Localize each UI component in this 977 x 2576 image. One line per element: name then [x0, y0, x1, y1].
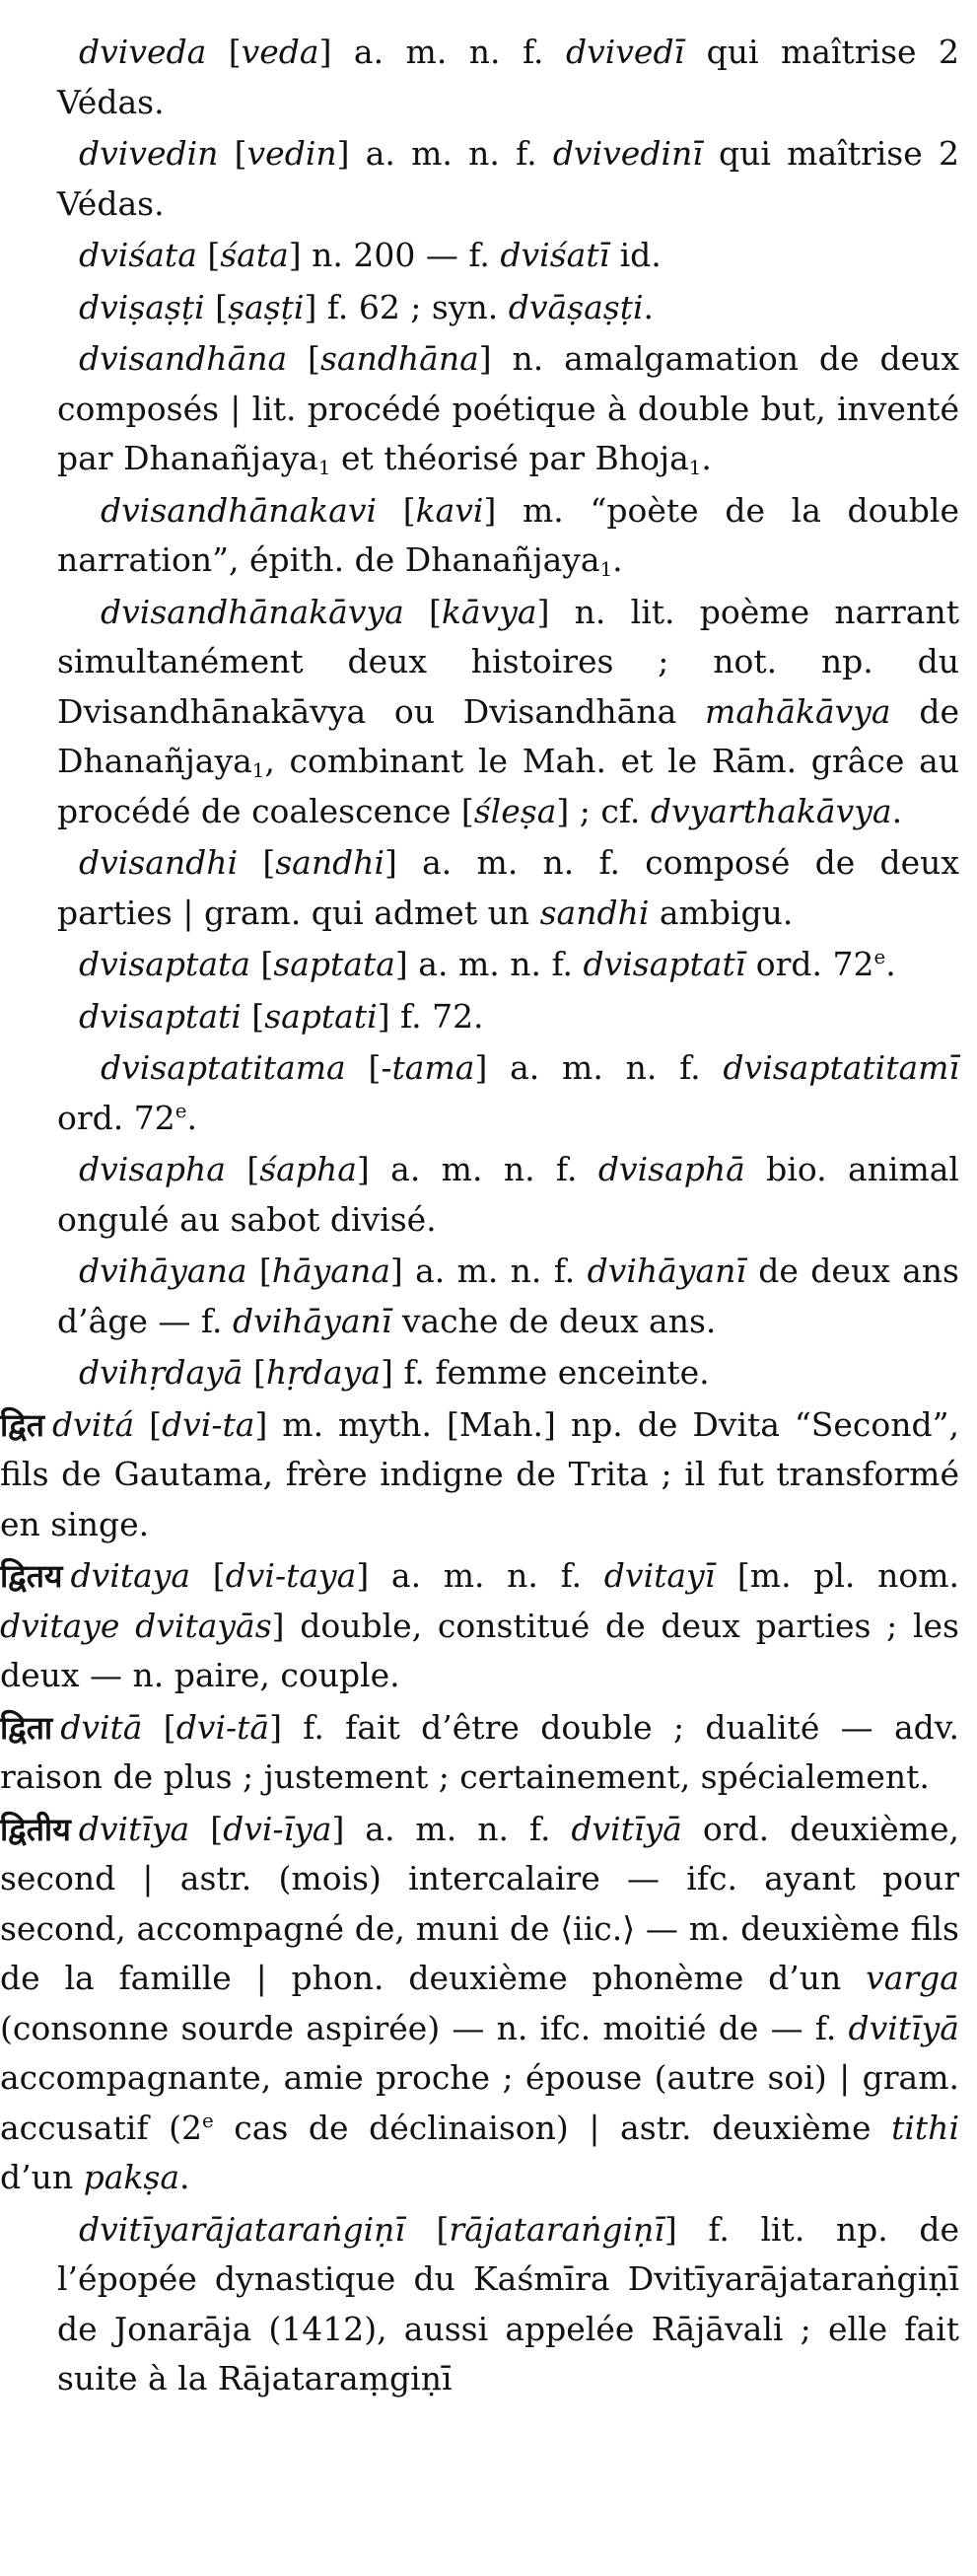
italic-text: dvivedinī: [552, 134, 703, 173]
italic-text: dvisandhi: [79, 843, 239, 882]
italic-text: saptati: [264, 996, 378, 1036]
entry-text: .: [612, 540, 623, 579]
italic-text: dvisapha: [79, 1150, 226, 1188]
entry-text: ] f. femme enceinte.: [381, 1353, 710, 1392]
entry-text: ] a. m. n. f.: [356, 1556, 604, 1595]
entry-dvitiyarajatarangini: [57, 2205, 959, 2404]
entry-text: cas de déclinaison) | astr. deuxième: [213, 2108, 892, 2147]
devanagari-headword: द्वित: [0, 1405, 44, 1444]
italic-text: ṣaṣṭi: [228, 287, 305, 326]
entry-text: ] a. m. n. f.: [389, 1252, 588, 1290]
entry-dvisapha: [57, 1145, 959, 1245]
italic-text: dvihṛdayā: [79, 1353, 244, 1392]
italic-text: dvihāyanī: [232, 1301, 392, 1340]
italic-text: dvi-tā: [175, 1707, 270, 1747]
entry-text: bio. animal ongulé au sabot divisé.: [57, 1150, 959, 1239]
entry-text: ] ; cf.: [556, 791, 651, 830]
italic-text: dvisaptatī: [583, 945, 746, 983]
entry-text: d’un: [0, 2158, 84, 2196]
italic-text: dviśatī: [500, 236, 610, 274]
italic-text: dvihāyanī: [587, 1252, 746, 1290]
entry-text: ] n. lit. poème narrant simultanément deux histoires ; not. np. du Dvisandhānakāvya ou Dvisandhāna: [57, 592, 959, 731]
italic-text: saptata: [273, 945, 395, 983]
entry-text: [: [377, 490, 416, 530]
italic-text: dvitīyarājataraṅgiṇī: [79, 2209, 405, 2249]
subscript: 1: [599, 557, 613, 581]
italic-text: dvivedin: [79, 134, 219, 173]
italic-text: dviṣaṣṭi: [79, 287, 205, 326]
entry-list: [0, 28, 960, 2404]
entry-dvisasti: [57, 283, 959, 333]
devanagari-headword: द्विता: [0, 1708, 53, 1747]
entry-text: ] a. m. n. f.: [356, 1150, 598, 1188]
entry-text: ] a. m. n. f.: [336, 134, 553, 173]
subscript: 1: [688, 456, 702, 479]
entry-text: [: [287, 339, 320, 378]
italic-text: dvitā: [60, 1707, 143, 1747]
devanagari-headword: द्वितीय: [0, 1810, 71, 1848]
italic-text: dvitaya: [70, 1556, 191, 1595]
italic-text: dvisaphā: [597, 1150, 745, 1188]
entry-text: .: [186, 1098, 197, 1137]
italic-text: dvitīyā: [848, 2008, 959, 2047]
subscript: 1: [251, 758, 265, 782]
italic-text: dvisaptati: [79, 996, 242, 1036]
italic-text: dvyarthakāvya: [650, 791, 892, 830]
italic-text: dvivedī: [565, 33, 685, 71]
entry-text: ] f. lit. np. de l’épopée dynastique du Kaśmīra Dvitīyarājataraṅgiṇī de Jonarāja (1412), aussi appelée Rājāvali ; elle fait suite à la Rājataraṃgiṇī: [57, 2209, 959, 2397]
italic-text: veda: [241, 33, 319, 71]
entry-dvisandhi: [57, 838, 959, 938]
entry-text: [: [403, 592, 442, 631]
entry-text: ] a. m. n. f.: [394, 945, 584, 983]
entry-dvitaya: [0, 1551, 959, 1701]
entry-text: ord. deuxième, second | astr. (mois) intercalaire — ifc. ayant pour second, accompagné de, muni de ⟨iic.⟩ — m. deuxième fils de la famille | phon. deuxième phonème d’un: [0, 1809, 959, 1997]
italic-text: dvi-īya: [223, 1809, 332, 1848]
italic-text: rājataraṅgiṇī: [449, 2209, 664, 2249]
superscript: e: [174, 1099, 187, 1122]
italic-text: pakṣa: [83, 2158, 180, 2196]
superscript: e: [873, 946, 886, 969]
entry-text: [: [241, 996, 265, 1036]
entry-text: ] f. 72.: [377, 996, 484, 1036]
entry-text: ] a. m. n. f.: [474, 1048, 724, 1087]
entry-text: ] m. myth. [Mah.] np. de Dvita “Second”, fils de Gautama, frère indigne de Trita ; il fut transformé en singe.: [0, 1404, 959, 1543]
entry-text: [: [190, 1556, 226, 1595]
entry-dvisandhanakavi: [57, 486, 959, 586]
italic-text: dviśata: [79, 236, 197, 274]
entry-text: ] n. 200 — f.: [288, 236, 501, 274]
entry-text: ] a. m. n. f.: [331, 1809, 572, 1848]
italic-text: śata: [220, 236, 289, 274]
entry-text: ord. 72: [57, 1098, 175, 1137]
italic-text: dvitá: [51, 1404, 135, 1444]
italic-text: mahākāvya: [705, 691, 891, 731]
entry-text: .: [891, 791, 903, 830]
entry-text: [: [404, 2209, 450, 2249]
entry-text: [-: [345, 1048, 392, 1087]
entry-dvita: [0, 1400, 959, 1550]
italic-text: dvi-taya: [225, 1556, 357, 1595]
entry-text: [: [196, 236, 221, 274]
entry-text: ] f. fait d’être double ; dualité — adv. raison de plus ; justement ; certainement, spécialement.: [0, 1707, 959, 1796]
entry-dvisaptati: [57, 992, 959, 1042]
entry-text: de Dhanañjaya: [57, 691, 959, 780]
entry-text: [: [142, 1707, 176, 1747]
entry-dvihrdaya: [57, 1348, 959, 1398]
italic-text: dvitīya: [78, 1809, 190, 1848]
entry-text: ] a. m. n. f. composé de deux parties | gram. qui admet un: [57, 843, 959, 932]
italic-text: dvisandhānakavi: [101, 490, 378, 530]
entry-text: [: [204, 287, 229, 326]
entry-text: .: [643, 287, 655, 326]
italic-text: dvisaptatitama: [101, 1048, 346, 1087]
entry-text: , combinant le Mah. et le Rām. grâce au procédé de coalescence [: [57, 742, 959, 830]
entry-dviveda: [57, 28, 959, 127]
entry-text: et théorisé par Bhoja: [330, 439, 689, 477]
entry-dvisata: [57, 231, 959, 281]
entry-dvisandhana: [57, 334, 959, 484]
italic-text: dviveda: [79, 33, 207, 71]
entry-text: [: [189, 1809, 224, 1848]
italic-text: tithi: [891, 2108, 959, 2147]
italic-text: kavi: [415, 490, 484, 530]
entry-text: [: [134, 1404, 163, 1444]
entry-text: accompagnante, amie proche ; épouse (autre soi) | gram. accusatif (2: [0, 2058, 959, 2147]
italic-text: hāyana: [271, 1252, 390, 1290]
italic-text: dvitayī: [603, 1556, 716, 1595]
entry-text: [: [243, 1353, 266, 1392]
entry-text: ] a. m. n. f.: [318, 33, 566, 71]
entry-text: qui maîtrise 2 Védas.: [57, 33, 959, 121]
entry-dvisaptata: [57, 940, 959, 990]
subscript: 1: [317, 456, 331, 479]
italic-text: dvitaye dvitayās: [0, 1606, 272, 1645]
italic-text: sandhāna: [319, 339, 479, 378]
italic-text: tama: [391, 1048, 475, 1087]
italic-text: sandhi: [539, 893, 650, 932]
entry-text: [: [238, 843, 276, 882]
italic-text: dvisandhāna: [79, 339, 288, 378]
entry-text: vache de deux ans.: [391, 1301, 717, 1340]
entry-dvitiya: [0, 1805, 959, 2203]
italic-text: vedin: [246, 134, 337, 173]
entry-text: id.: [609, 236, 662, 274]
entry-dvisandhanakavya: [57, 588, 959, 837]
entry-text: ] m. “poète de la double narration”, épith. de Dhanañjaya: [57, 490, 959, 579]
entry-dvihayana: [57, 1247, 959, 1346]
italic-text: śleṣa: [473, 791, 557, 830]
entry-text: de deux ans d’âge — f.: [57, 1252, 959, 1340]
italic-text: sandhi: [275, 843, 385, 882]
entry-text: ] double, constitué de deux parties ; les deux — n. paire, couple.: [0, 1606, 959, 1694]
italic-text: dvisaptatitamī: [723, 1048, 960, 1087]
entry-text: [: [246, 1252, 272, 1290]
italic-text: varga: [866, 1959, 959, 1997]
italic-text: dvisaptata: [79, 945, 250, 983]
italic-text: dvisandhānakāvya: [101, 592, 404, 631]
italic-text: dvi-ta: [162, 1404, 255, 1444]
entry-text: .: [885, 945, 896, 983]
italic-text: hṛdaya: [265, 1353, 381, 1392]
entry-dvivedin: [57, 129, 959, 229]
superscript: e: [201, 2109, 214, 2132]
entry-text: .: [701, 439, 712, 477]
italic-text: dvitīyā: [571, 1809, 682, 1848]
entry-text: [: [218, 134, 247, 173]
entry-text: (consonne sourde aspirée) — n. ifc. moitié de — f.: [0, 2008, 849, 2047]
entry-text: ambigu.: [649, 893, 794, 932]
italic-text: dvihāyana: [79, 1252, 247, 1290]
entry-text: .: [179, 2158, 190, 2196]
italic-text: dvāṣaṣṭi: [508, 287, 644, 326]
entry-text: ] f. 62 ; syn.: [304, 287, 509, 326]
devanagari-headword: द्वितय: [0, 1557, 63, 1595]
entry-text: ] n. amalgamation de deux composés | lit. procédé poétique à double but, inventé par Dhanañjaya: [57, 339, 959, 477]
entry-text: ord. 72: [745, 945, 874, 983]
italic-text: śapha: [259, 1150, 357, 1188]
entry-dvisaptatitama: [57, 1043, 959, 1143]
entry-text: [: [249, 945, 274, 983]
entry-text: [: [206, 33, 242, 71]
entry-text: [m. pl. nom.: [715, 1556, 959, 1595]
entry-text: [: [225, 1150, 260, 1188]
entry-text: qui maîtrise 2 Védas.: [57, 134, 959, 223]
italic-text: kāvya: [441, 592, 537, 631]
entry-dvitaa: [0, 1703, 959, 1803]
